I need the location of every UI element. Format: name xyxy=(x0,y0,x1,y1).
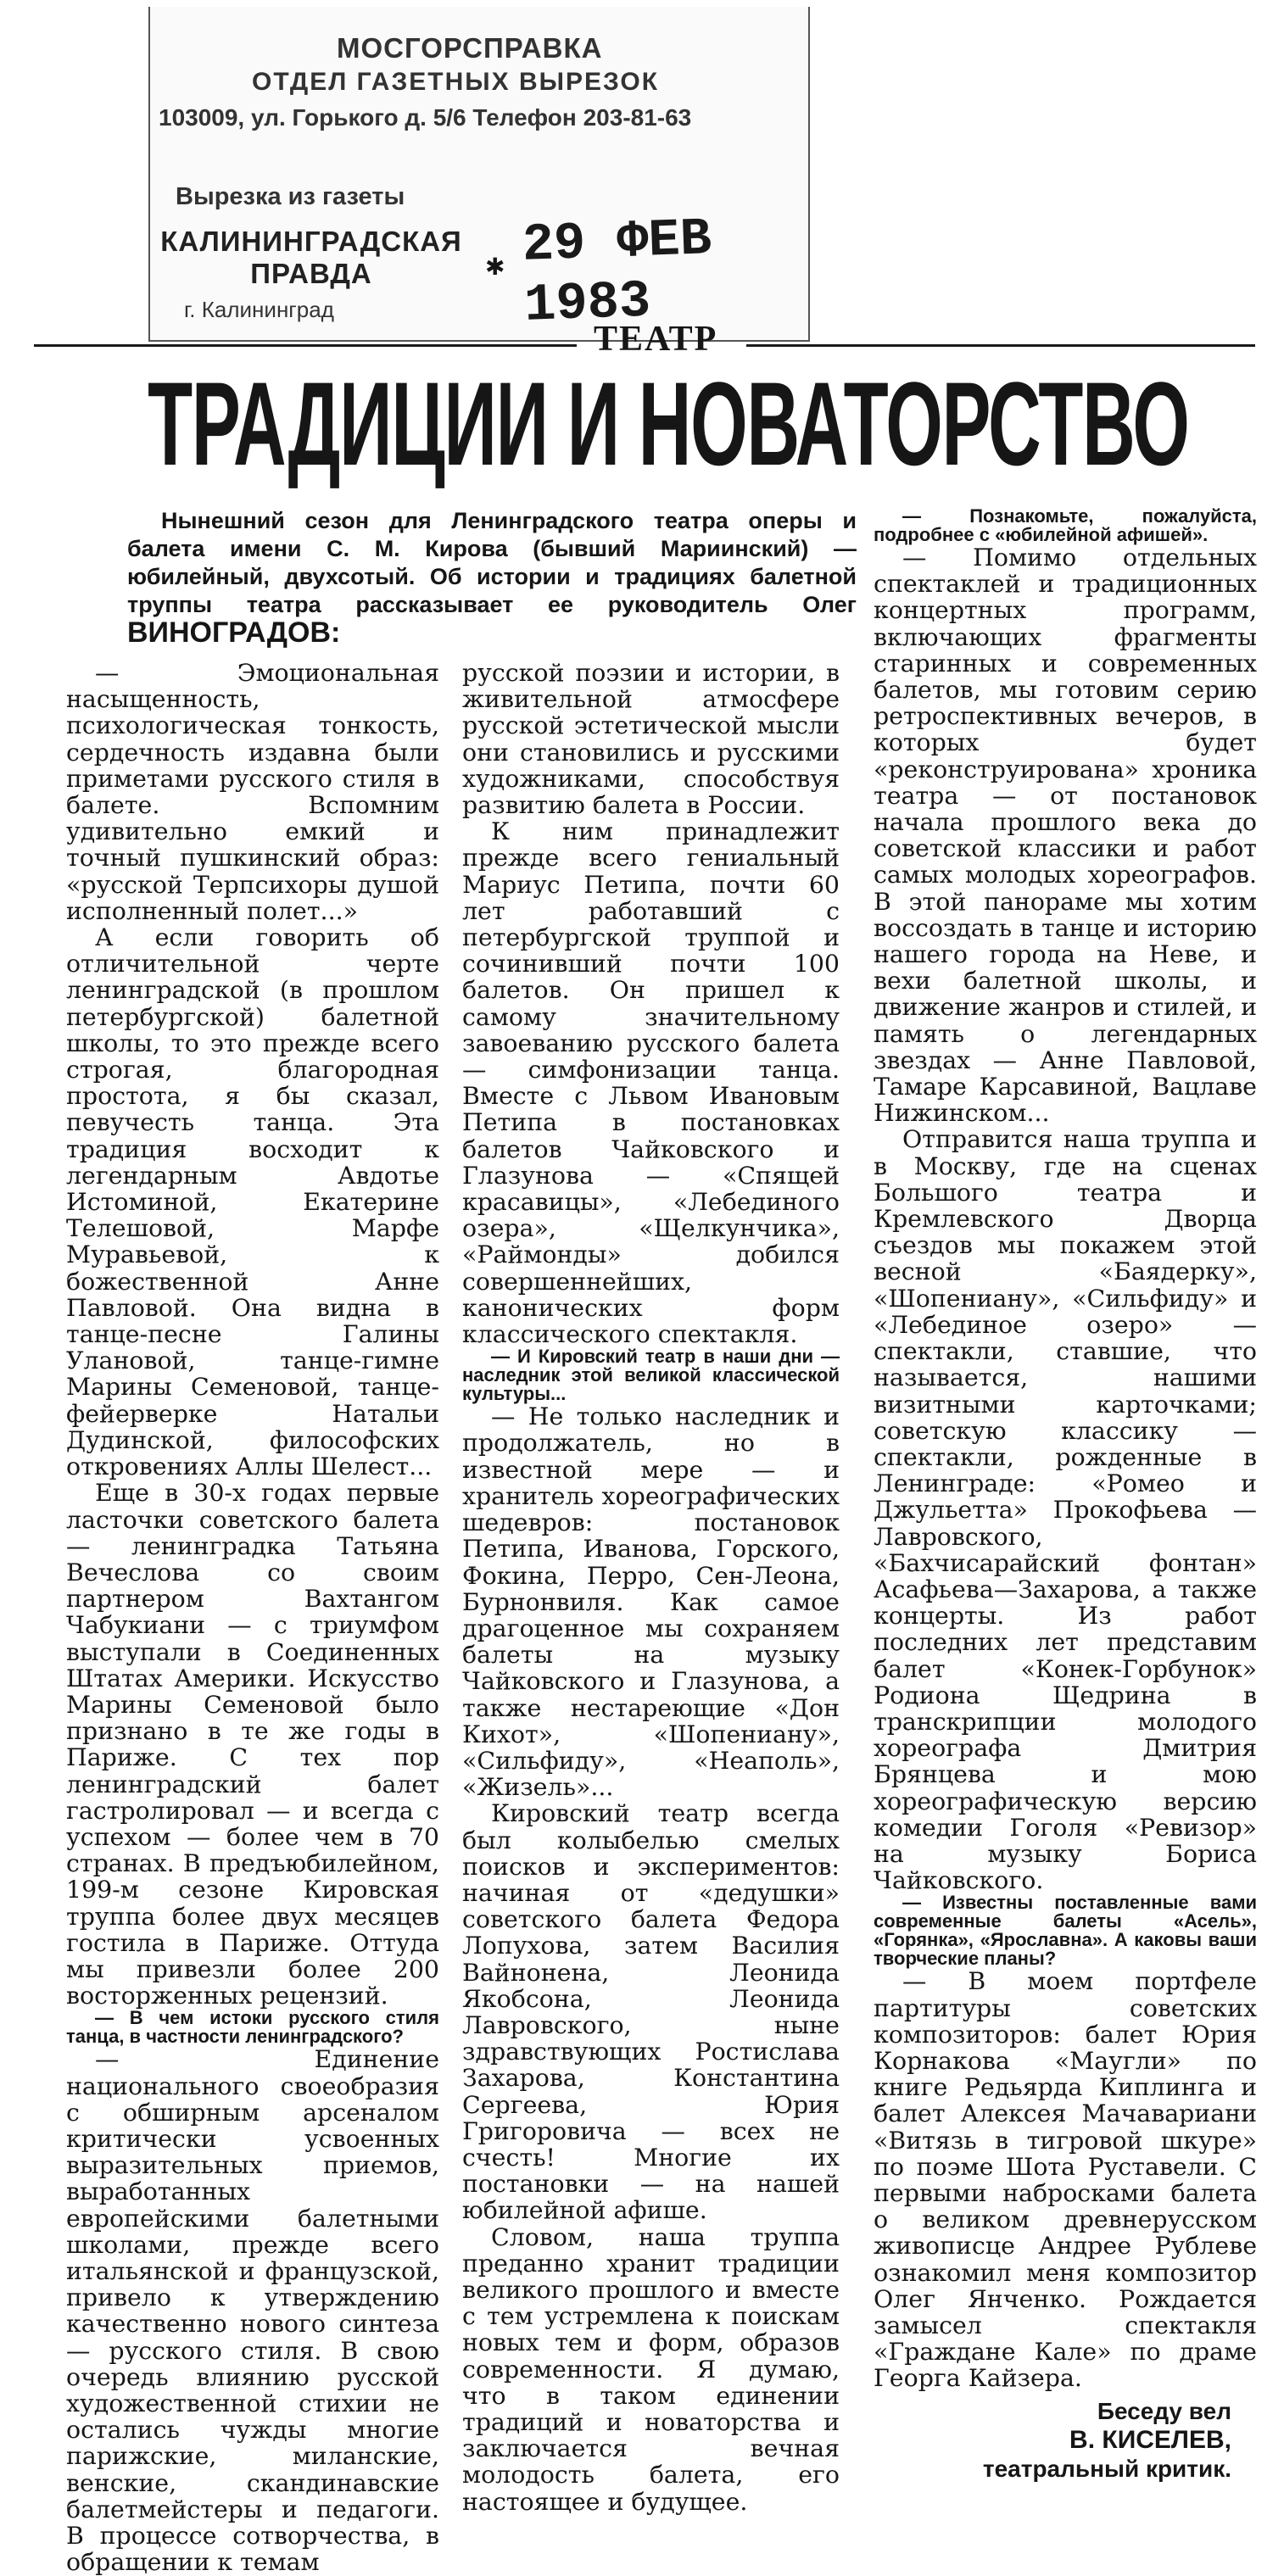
interviewer-question: — Познакомьте, пожалуйста, подробнее с «юбилейной афишей». xyxy=(874,505,1257,545)
byline-role: театральный критик. xyxy=(982,2455,1231,2482)
rubric-rule-right xyxy=(746,344,1255,347)
paragraph: Еще в 30-х годах первые ласточки советского балета — ленинградка Татьяна Вечеслова со своим партнером Вахтангом Чабукиани — с триумфом выступали в Соединенных Штатах Америки. Искусство Марины Семеновой было признано в те же годы в Париже. С тех пор ленинградский балет гастролировал — и всегда с успехом — более чем в 70 странах. В предъюбилейном, 199-м сезоне Кировская труппа более двух месяцев гостила в Париже. Оттуда мы привезли более 200 восторженных рецензий. xyxy=(66,1479,439,2010)
paragraph: — В моем портфеле партитуры советских композиторов: балет Юрия Корнакова «Маугли» по книге Редьярда Киплинга и балет Алексея Мачавариани «Витязь в тигровой шкуре» по поэме Шота Руставели. С первыми набросками балета о великом древнерусском живописце Андрее Рублеве ознакомил меня композитор Олег Янченко. Рождается замысел спектакля «Граждане Кале» по драме Георга Кайзера. xyxy=(874,1967,1257,2393)
column-2 xyxy=(462,660,840,2515)
lead-author: ВИНОГРАДОВ: xyxy=(127,616,341,649)
lead-text: Нынешний сезон для Ленинградского театра оперы и балета имени С. М. Кирова (бывший Мариинский) — юбилейный, двухсотый. Об истории и традициях балетной труппы театра рассказывает ее руководитель Олег xyxy=(127,508,857,617)
paragraph: Кировский театр всегда был колыбелью смелых поисков и экспериментов: начиная от «дедушки» советского балета Федора Лопухова, затем Василия Вайнонена, Леонида Якобсона, Леонида Лавровского, ныне здравствующих Ростислава Захарова, Константина Сергеева, Юрия Григоровича — всех не счесть! Многие их постановки — на нашей юбилейной афише. xyxy=(462,1799,840,2225)
paragraph: — Не только наследник и продолжатель, но в известной мере — и хранитель хореографических шедевров: постановок Петипа, Иванова, Горского, Фокина, Перро, Сен-Леона, Бурнонвиля. Как самое драгоценное мы сохраняем балеты на музыку Чайковского и Глазунова, а также нестареющие «Дон Кихот», «Шопениану», «Сильфиду», «Неаполь», «Жизель»... xyxy=(462,1402,840,1802)
byline-name: В. КИСЕЛЕВ, xyxy=(1069,2425,1231,2454)
agency-address: 103009, ул. Горького д. 5/6 Телефон 203-81-63 xyxy=(159,104,692,131)
paragraph: — Помимо отдельных спектаклей и традиционных концертных программ, включающих фрагменты старинных и современных балетов, мы готовим серию ретроспективных вечеров, в которых будет «реконструирована» хроника театра — от постановок начала прошлого века до советской классики и работ самых молодых хореографов. В этой панораме мы хотим воссоздать в танце и историю нашего города на Неве, и вехи балетной школы, и движение жанров и стилей, и память о легендарных звездах — Анне Павловой, Тамаре Карсавиной, Вацлаве Нижинском... xyxy=(874,544,1257,1128)
headline: ТРАДИЦИИ И НОВАТОРСТВО xyxy=(148,357,1189,490)
byline-intro: Беседу вел xyxy=(1097,2397,1231,2424)
lead-paragraph xyxy=(127,507,857,649)
column-3 xyxy=(874,507,1257,2484)
paragraph: — Единение национального своеобразия с обширным арсеналом критически усвоенных выразительных приемов, выработанных европейскими балетными школами, прежде всего итальянской и французской, привело к утверждению качественно нового синтеза — русского стиля. В свою очередь влиянию русской художественной стихии не остались чужды многие парижские, миланские, венские, скандинавские балетмейстеры и педагоги. В процессе сотворчества, в обращении к темам xyxy=(66,2045,439,2576)
interviewer-question: — В чем истоки русского стиля танца, в частности ленинградского? xyxy=(66,2007,439,2048)
paragraph: русской поэзии и истории, в живительной атмосфере русской эстетической мысли они становились и русскими художниками, способствуя развитию балета в России. xyxy=(462,659,840,820)
rubric-rule-left xyxy=(34,344,577,347)
city-label: г. Калининград xyxy=(184,297,334,322)
byline xyxy=(874,2397,1257,2484)
agency-name: МОСГОРСПРАВКА xyxy=(337,32,603,64)
clipping-service-label xyxy=(148,7,810,342)
department-name: ОТДЕЛ ГАЗЕТНЫХ ВЫРЕЗОК xyxy=(252,68,660,96)
paragraph: Отправится наша труппа и в Москву, где на сценах Большого театра и Кремлевского Дворца съездов мы покажем этой весной «Баядерку», «Шопениану», «Сильфиду» и «Лебединое озеро» — спектакли, ставшие, что называется, нашими визитными карточками; советскую классику — спектакли, рожденные в Ленинграде: «Ромео и Джульетта» Прокофьева — Лавровского, «Бахчисарайский фонтан» Асафьева—Захарова, а также концерты. Из работ последних лет представим балет «Конек-Горбунок» Родиона Щедрина в транскрипции молодого хореографа Дмитрия Брянцева и мою хореографическую версию комедии Гоголя «Ревизор» на музыку Бориса Чайковского. xyxy=(874,1125,1257,1895)
newspaper-name: КАЛИНИНГРАДСКАЯ ПРАВДА xyxy=(160,226,462,289)
paragraph: А если говорить об отличительной черте ленинградской (в прошлом петербургской) балетной школы, то это прежде всего строгая, благородная простота, я бы сказал, певучесть танца. Эта традиция восходит к легендарным Авдотье Истоминой, Екатерине Телешовой, Марфе Муравьевой, к божественной Анне Павловой. Она видна в танце-песне Галины Улановой, танце-гимне Марины Семеновой, танце-фейерверке Натальи Дудинской, философских откровениях Аллы Шелест... xyxy=(66,923,439,1481)
date-stamp: 29 ФЕВ 1983 xyxy=(521,209,713,336)
rubric: ТЕАТР xyxy=(594,320,718,359)
paragraph: — Эмоциональная насыщенность, психологическая тонкость, сердечность издавна были приметами русского стиля в балете. Вспомним удивительно емкий и точный пушкинский образ: «русской Терпсихоры душой исполненный полет...» xyxy=(66,659,439,925)
paragraph: Словом, наша труппа преданно хранит традиции великого прошлого и вместе с тем устремлена к поискам новых тем и форм, образов современности. Я думаю, что в таком единении традиций и новаторства и заключается вечная молодость балета, его настоящее и будущее. xyxy=(462,2222,840,2516)
interviewer-question: — Известны поставленные вами современные балеты «Асель», «Горянка», «Ярославна». А каковы ваши творческие планы? xyxy=(874,1892,1257,1970)
paragraph: К ним принадлежит прежде всего гениальный Мариус Петипа, почти 60 лет работавший с петербургской труппой и сочинивший почти 100 балетов. Он пришел к самому значительному завоеванию русского балета — симфонизации танца. Вместе с Львом Ивановым Петипа в постановках балетов Чайковского и Глазунова — «Спящей красавицы», «Лебединого озера», «Щелкунчика», «Раймонды» добился совершеннейших, канонических форм классического спектакля. xyxy=(462,817,840,1349)
source-label: Вырезка из газеты xyxy=(176,183,405,210)
column-1 xyxy=(66,660,439,2575)
interviewer-question: — И Кировский театр в наши дни — наследник этой великой классической культуры... xyxy=(462,1346,840,1405)
star-icon: ✱ xyxy=(485,254,505,280)
